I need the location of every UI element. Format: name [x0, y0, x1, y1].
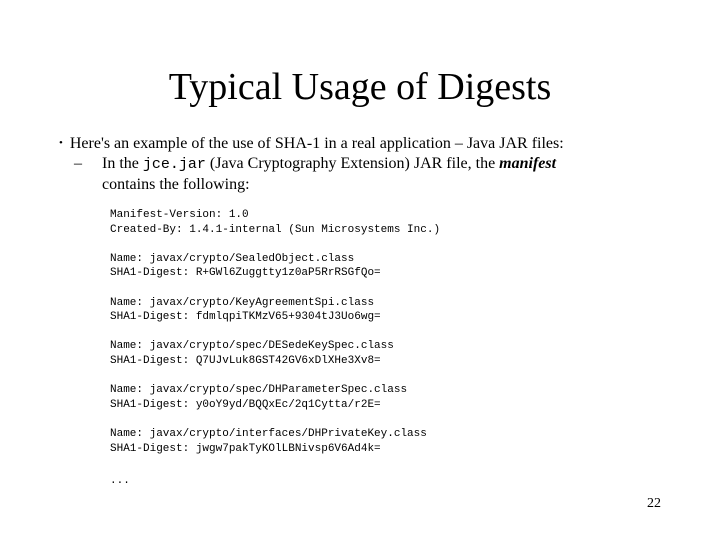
entry-name-line: Name: javax/crypto/interfaces/DHPrivateKey.class: [110, 427, 427, 440]
entry-name-line: Name: javax/crypto/spec/DHParameterSpec.class: [110, 384, 408, 397]
sub-bullet-text-before: In the: [102, 155, 143, 172]
sub-bullet-text-after: contains the following:: [102, 176, 250, 193]
manifest-emphasis: manifest: [499, 155, 557, 172]
entry-digest-line: SHA1-Digest: R+GWl6Zuggtty1z0aP5RrRSGfQo=: [110, 267, 381, 280]
jce-jar-code: jce.jar: [142, 156, 206, 173]
entry-name-line: Name: javax/crypto/KeyAgreementSpi.class: [110, 296, 375, 309]
slide-title: Typical Usage of Digests: [168, 66, 552, 108]
entry-digest-line: SHA1-Digest: y0oY9yd/BQQxEc/2q1Cytta/r2E=: [110, 398, 381, 411]
entry-name-line: Name: javax/crypto/spec/DESedeKeySpec.class: [110, 340, 394, 353]
sub-bullet-dash: –: [74, 155, 82, 172]
created-by-line: Created-By: 1.4.1-internal (Sun Microsystems Inc.): [110, 223, 441, 236]
bullet-text: Here's an example of the use of SHA-1 in a real application – Java JAR files:: [69, 135, 564, 152]
bullet-jar-example: [59, 134, 699, 153]
entry-digest-line: SHA1-Digest: fdmlqpiTKMzV65+9304tJ3Uo6wg=: [110, 311, 381, 324]
entry-name-line: Name: javax/crypto/SealedObject.class: [110, 252, 355, 265]
ellipsis: ...: [110, 474, 130, 487]
bullet-marker: •: [59, 137, 63, 149]
sub-bullet-jce-jar: [74, 154, 674, 195]
sub-bullet-text-middle: (Java Cryptography Extension) JAR file, the: [205, 155, 500, 172]
manifest-version-line: Manifest-Version: 1.0: [110, 209, 249, 221]
manifest-code-block: [110, 208, 590, 488]
entry-digest-line: SHA1-Digest: jwgw7pakTyKOlLBNivsp6V6Ad4k=: [110, 442, 381, 455]
entry-digest-line: SHA1-Digest: Q7UJvLuk8GST42GV6xDlXHe3Xv8=: [110, 354, 381, 367]
page-number: 22: [647, 496, 661, 511]
